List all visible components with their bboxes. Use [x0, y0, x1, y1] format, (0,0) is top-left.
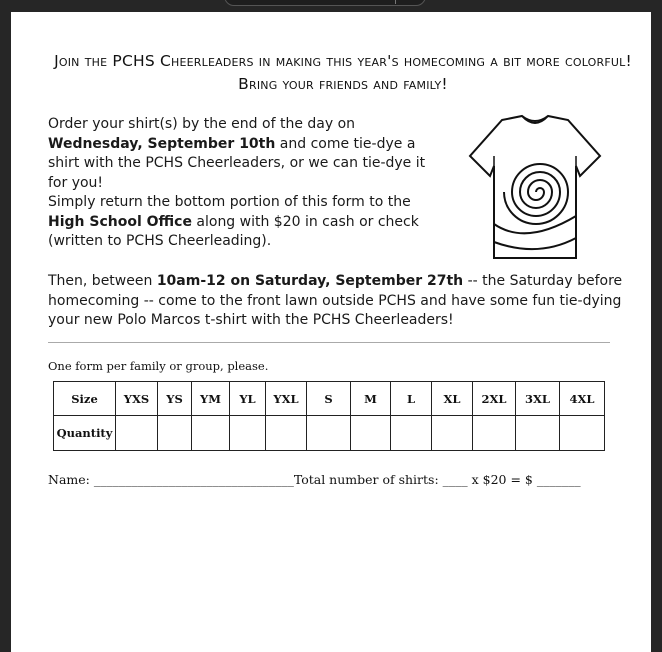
quantity-cell[interactable] — [432, 416, 473, 451]
divider-line — [48, 342, 610, 343]
document-page — [11, 12, 651, 652]
quantity-cell[interactable] — [473, 416, 516, 451]
page-heading: Join the PCHS Cheerleaders in making this year's homecoming a bit more colorful! Bring your friends and family! — [54, 52, 632, 93]
tab-divider — [395, 0, 396, 4]
size-yxs: YXS — [116, 382, 158, 416]
size-xl: XL — [432, 382, 473, 416]
return-paragraph: Simply return the bottom portion of this form to the High School Office along with $20 in cash or check (written to PCHS Cheerleading). — [48, 194, 419, 249]
size-label: Size — [54, 382, 116, 416]
quantity-cell[interactable] — [116, 416, 158, 451]
tie-dye-shirt-icon — [466, 114, 604, 260]
size-l: L — [391, 382, 432, 416]
quantity-cell[interactable] — [351, 416, 391, 451]
size-yxl: YXL — [266, 382, 307, 416]
order-paragraph: Order your shirt(s) by the end of the day on Wednesday, September 10th and come tie-dye a shirt with the PCHS Cheerleaders, or we can tie-dye it for you! — [48, 116, 426, 191]
size-row — [54, 382, 605, 416]
name-total-line: Name: ________________________________Total number of shirts: ____ x $20 = $ _______ — [48, 472, 581, 487]
size-m: M — [351, 382, 391, 416]
quantity-cell[interactable] — [158, 416, 192, 451]
quantity-cell[interactable] — [307, 416, 351, 451]
event-paragraph: Then, between 10am-12 on Saturday, September 27th -- the Saturday before homecoming -- come to the front lawn outside PCHS and have some fun tie-dying your new Polo Marcos t-shirt with the PCHS Cheerleaders! — [48, 273, 623, 328]
size-4xl: 4XL — [560, 382, 605, 416]
quantity-cell[interactable] — [230, 416, 266, 451]
size-yl: YL — [230, 382, 266, 416]
size-ys: YS — [158, 382, 192, 416]
quantity-cell[interactable] — [560, 416, 605, 451]
size-2xl: 2XL — [473, 382, 516, 416]
quantity-label: Quantity — [54, 416, 116, 451]
size-3xl: 3XL — [516, 382, 560, 416]
quantity-cell[interactable] — [266, 416, 307, 451]
quantity-cell[interactable] — [192, 416, 230, 451]
quantity-cell[interactable] — [516, 416, 560, 451]
size-quantity-table — [53, 381, 605, 451]
form-note: One form per family or group, please. — [48, 359, 269, 373]
size-s: S — [307, 382, 351, 416]
quantity-row — [54, 416, 605, 451]
quantity-cell[interactable] — [391, 416, 432, 451]
size-ym: YM — [192, 382, 230, 416]
